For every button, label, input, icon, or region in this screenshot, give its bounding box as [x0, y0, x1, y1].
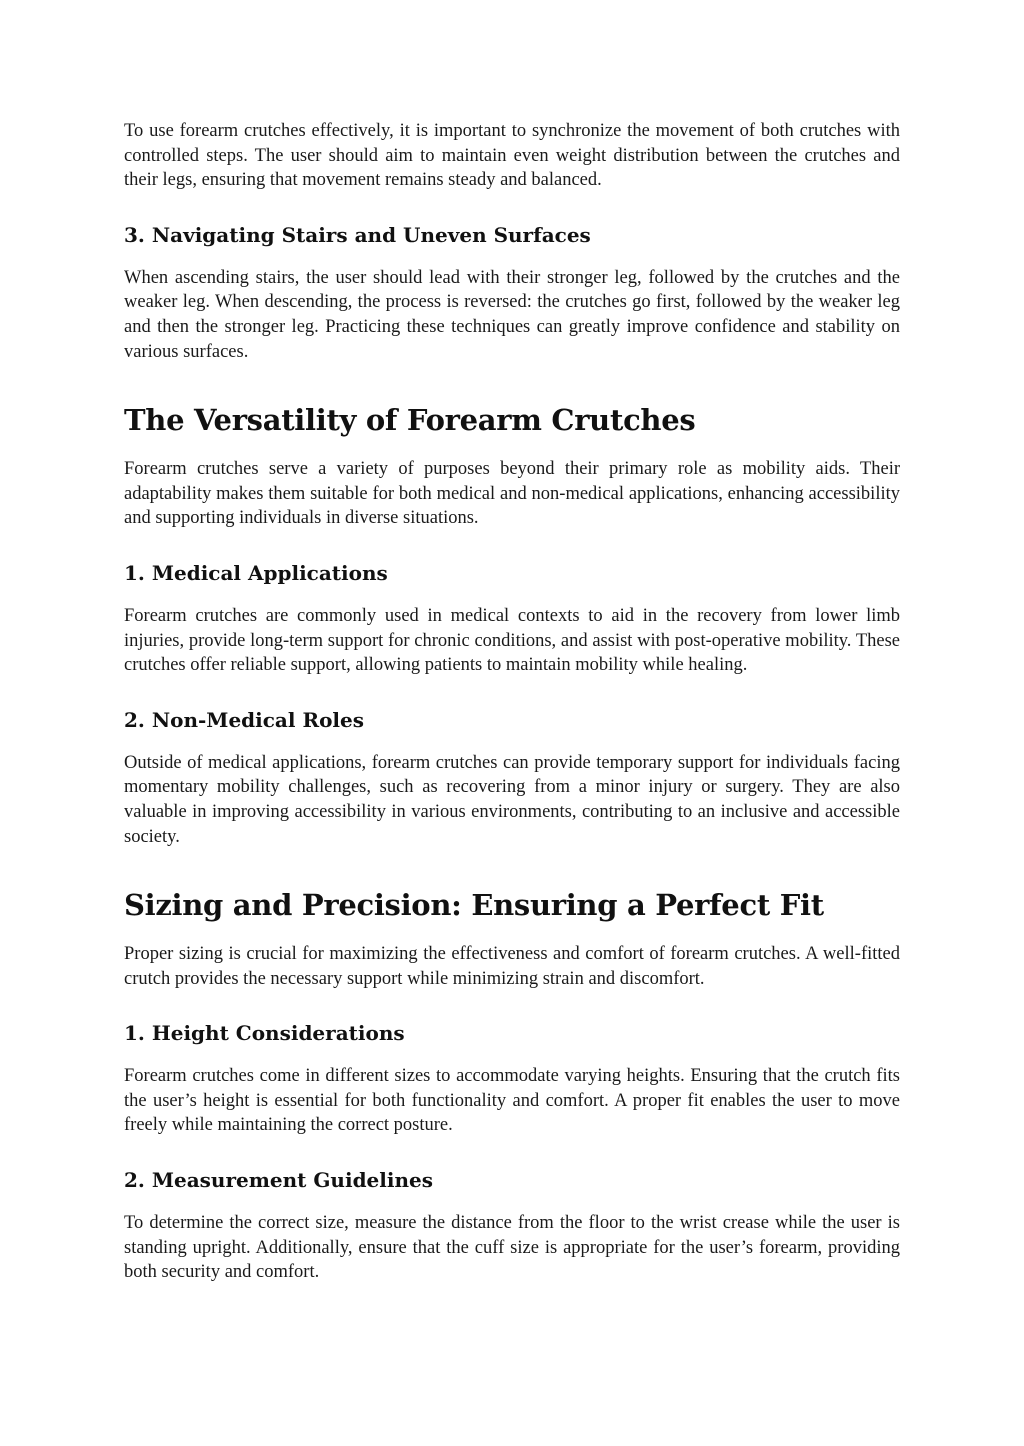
section-heading-versatility: The Versatility of Forearm Crutches [124, 403, 696, 438]
paragraph-stairs: When ascending stairs, the user should lead with their stronger leg, followed by the crutches and the weaker leg. When descending, the process is reversed: the crutches go first, followed by the weaker leg and then the stronger leg. Practicing these techniques can greatly improve confidence and stability on various surfaces. [124, 267, 900, 362]
subheading-stairs: 3. Navigating Stairs and Uneven Surfaces [124, 222, 591, 247]
subheading-non-medical: 2. Non-Medical Roles [124, 707, 364, 732]
section-heading-sizing: Sizing and Precision: Ensuring a Perfect Fit [124, 888, 824, 923]
paragraph-height: Forearm crutches come in different sizes to accommodate varying heights. Ensuring that the crutch fits the user’s height is essential for both functionality and comfort. A proper fit enables the user to move freely while maintaining the correct posture. [124, 1066, 900, 1136]
subheading-medical: 1. Medical Applications [124, 560, 388, 585]
document-page [124, 119, 900, 1285]
paragraph-sizing: Proper sizing is crucial for maximizing the effectiveness and comfort of forearm crutches. A well-fitted crutch provides the necessary support while minimizing strain and discomfort. [124, 944, 900, 989]
subheading-measurement: 2. Measurement Guidelines [124, 1168, 434, 1193]
paragraph-medical: Forearm crutches are commonly used in medical contexts to aid in the recovery from lower limb injuries, provide long-term support for chronic conditions, and assist with post-operative mobility. These crutches offer reliable support, allowing patients to maintain mobility while healing. [124, 605, 900, 676]
subheading-height: 1. Height Considerations [124, 1021, 405, 1046]
paragraph-measurement: To determine the correct size, measure the distance from the floor to the wrist crease while the user is standing upright. Additionally, ensure that the cuff size is appropriate for the user’s forearm, providing both security and comfort. [124, 1213, 900, 1283]
paragraph-non-medical: Outside of medical applications, forearm crutches can provide temporary support for individuals facing momentary mobility challenges, such as recovering from a minor injury or surgery. They are also valuable in improving accessibility in various environments, contributing to an inclusive and accessible society. [124, 752, 900, 847]
paragraph-crutch-technique: To use forearm crutches effectively, it is important to synchronize the movement of both crutches with controlled steps. The user should aim to maintain even weight distribution between the crutches and their legs, ensuring that movement remains steady and balanced. [124, 121, 900, 191]
paragraph-versatility: Forearm crutches serve a variety of purposes beyond their primary role as mobility aids. Their adaptability makes them suitable for both medical and non-medical applications, enhancing accessibility and supporting individuals in diverse situations. [124, 459, 900, 529]
